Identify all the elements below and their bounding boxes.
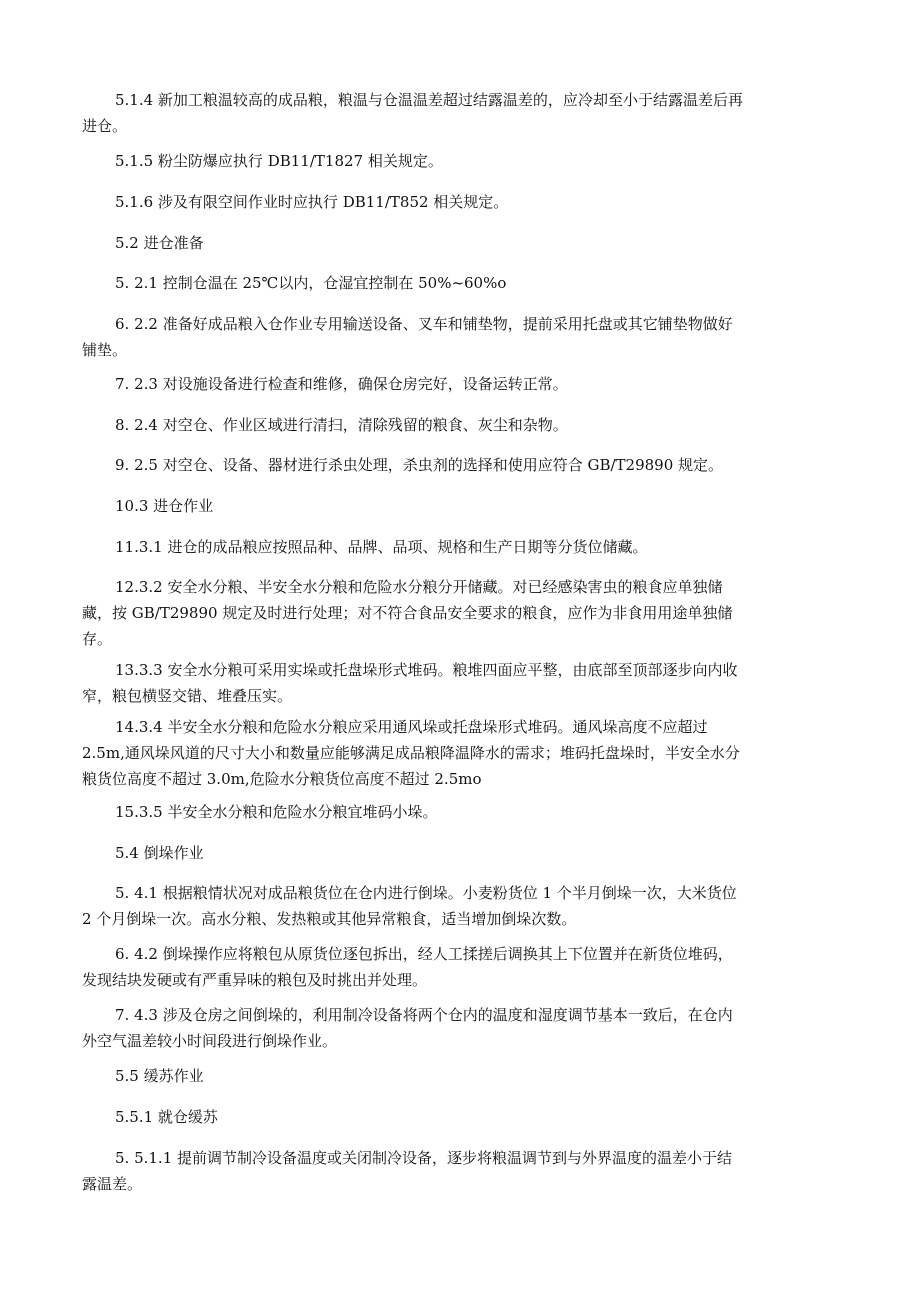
paragraph-2-5 [115,452,827,478]
paragraph-line: 5.1.6 涉及有限空间作业时应执行 DB11/T852 相关规定。 [115,193,509,211]
paragraph-line: 5.5 缓苏作业 [115,1067,204,1085]
paragraph-line: 6. 2.2 准备好成品粮入仓作业专用输送设备、叉车和铺垫物，提前采用托盘或其它铺垫物做好 [115,315,733,333]
paragraph-line: 铺垫。 [82,341,128,359]
paragraph-line: 15.3.5 半安全水分粮和危险水分粮宜堆码小垛。 [115,803,438,821]
paragraph-5-1-5 [115,148,827,174]
paragraph-line: 5. 2.1 控制仓温在 25℃以内，仓湿宜控制在 50%~60%o [115,274,507,292]
paragraph-3-4 [82,714,827,792]
paragraph-4-1 [82,880,827,932]
paragraph-line: 13.3.3 安全水分粮可采用实垛或托盘垛形式堆码。粮堆四面应平整，由底部至顶部逐步向内收 [115,661,738,679]
paragraph-2-4 [115,412,827,438]
section-heading-5-5 [115,1063,827,1089]
paragraph-3-1 [115,534,827,560]
paragraph-line: 5.5.1 就仓缓苏 [115,1108,218,1126]
paragraph-line: 5.1.5 粉尘防爆应执行 DB11/T1827 相关规定。 [115,152,443,170]
paragraph-line: 10.3 进仓作业 [115,497,214,515]
paragraph-line: 14.3.4 半安全水分粮和危险水分粮应采用通风垛或托盘垛形式堆码。通风垛高度不应超过 [115,718,708,736]
paragraph-line: 进仓。 [82,117,128,135]
paragraph-line: 12.3.2 安全水分粮、半安全水分粮和危险水分粮分开储藏。对已经感染害虫的粮食应单独储 [115,578,723,596]
paragraph-3-2 [82,574,827,652]
paragraph-line: 9. 2.5 对空仓、设备、器材进行杀虫处理，杀虫剂的选择和使用应符合 GB/T29890 规定。 [115,456,724,474]
paragraph-4-3 [82,1002,827,1054]
paragraph-line: 外空气温差较小时间段进行倒垛作业。 [82,1032,338,1050]
paragraph-2-1 [115,270,827,296]
paragraph-line: 7. 2.3 对设施设备进行检查和维修，确保仓房完好，设备运转正常。 [115,375,568,393]
section-heading-5-2 [115,230,827,256]
paragraph-line: 6. 4.2 倒垛操作应将粮包从原货位逐包拆出，经人工揉搓后调换其上下位置并在新货位堆码， [115,945,733,963]
paragraph-3-3 [82,657,827,709]
paragraph-3-5 [115,799,827,825]
paragraph-line: 藏，按 GB/T29890 规定及时进行处理；对不符合食品安全要求的粮食，应作为非食用用途单独储 [82,604,733,622]
paragraph-2-2 [82,311,827,363]
paragraph-5-1-4 [82,87,827,139]
paragraph-line: 粮货位高度不超过 3.0m,危险水分粮货位高度不超过 2.5mo [82,770,482,788]
paragraph-5-1-6 [115,189,827,215]
paragraph-4-2 [82,941,827,993]
paragraph-line: 存。 [82,630,113,648]
paragraph-2-3 [115,371,827,397]
paragraph-line: 7. 4.3 涉及仓房之间倒垛的，利用制冷设备将两个仓内的温度和湿度调节基本一致后，在仓内 [115,1006,733,1024]
paragraph-line: 5. 4.1 根据粮情状况对成品粮货位在仓内进行倒垛。小麦粉货位 1 个半月倒垛一次，大米货位 [115,884,737,902]
section-heading-5-4 [115,840,827,866]
paragraph-line: 5.4 倒垛作业 [115,844,204,862]
paragraph-line: 窄，粮包横竖交错、堆叠压实。 [82,687,293,705]
paragraph-5-1-1 [82,1145,827,1197]
section-heading-5-5-1 [115,1104,827,1130]
paragraph-line: 2.5m,通风垛风道的尺寸大小和数量应能够满足成品粮降温降水的需求；堆码托盘垛时，半安全水分 [82,744,740,762]
paragraph-line: 露温差。 [82,1175,143,1193]
paragraph-line: 发现结块发硬或有严重异味的粮包及时挑出并处理。 [82,971,428,989]
paragraph-line: 8. 2.4 对空仓、作业区域进行清扫，清除残留的粮食、灰尘和杂物。 [115,416,568,434]
paragraph-line: 11.3.1 进仓的成品粮应按照品种、品牌、品项、规格和生产日期等分货位储藏。 [115,538,648,556]
paragraph-line: 5. 5.1.1 提前调节制冷设备温度或关闭制冷设备，逐步将粮温调节到与外界温度的温差小于结 [115,1149,733,1167]
paragraph-line: 5.1.4 新加工粮温较高的成品粮，粮温与仓温温差超过结露温差的，应冷却至小于结露温差后再 [115,91,743,109]
paragraph-line: 2 个月倒垛一次。高水分粮、发热粮或其他异常粮食，适当增加倒垛次数。 [82,910,577,928]
section-heading-3 [115,493,827,519]
paragraph-line: 5.2 进仓准备 [115,234,204,252]
